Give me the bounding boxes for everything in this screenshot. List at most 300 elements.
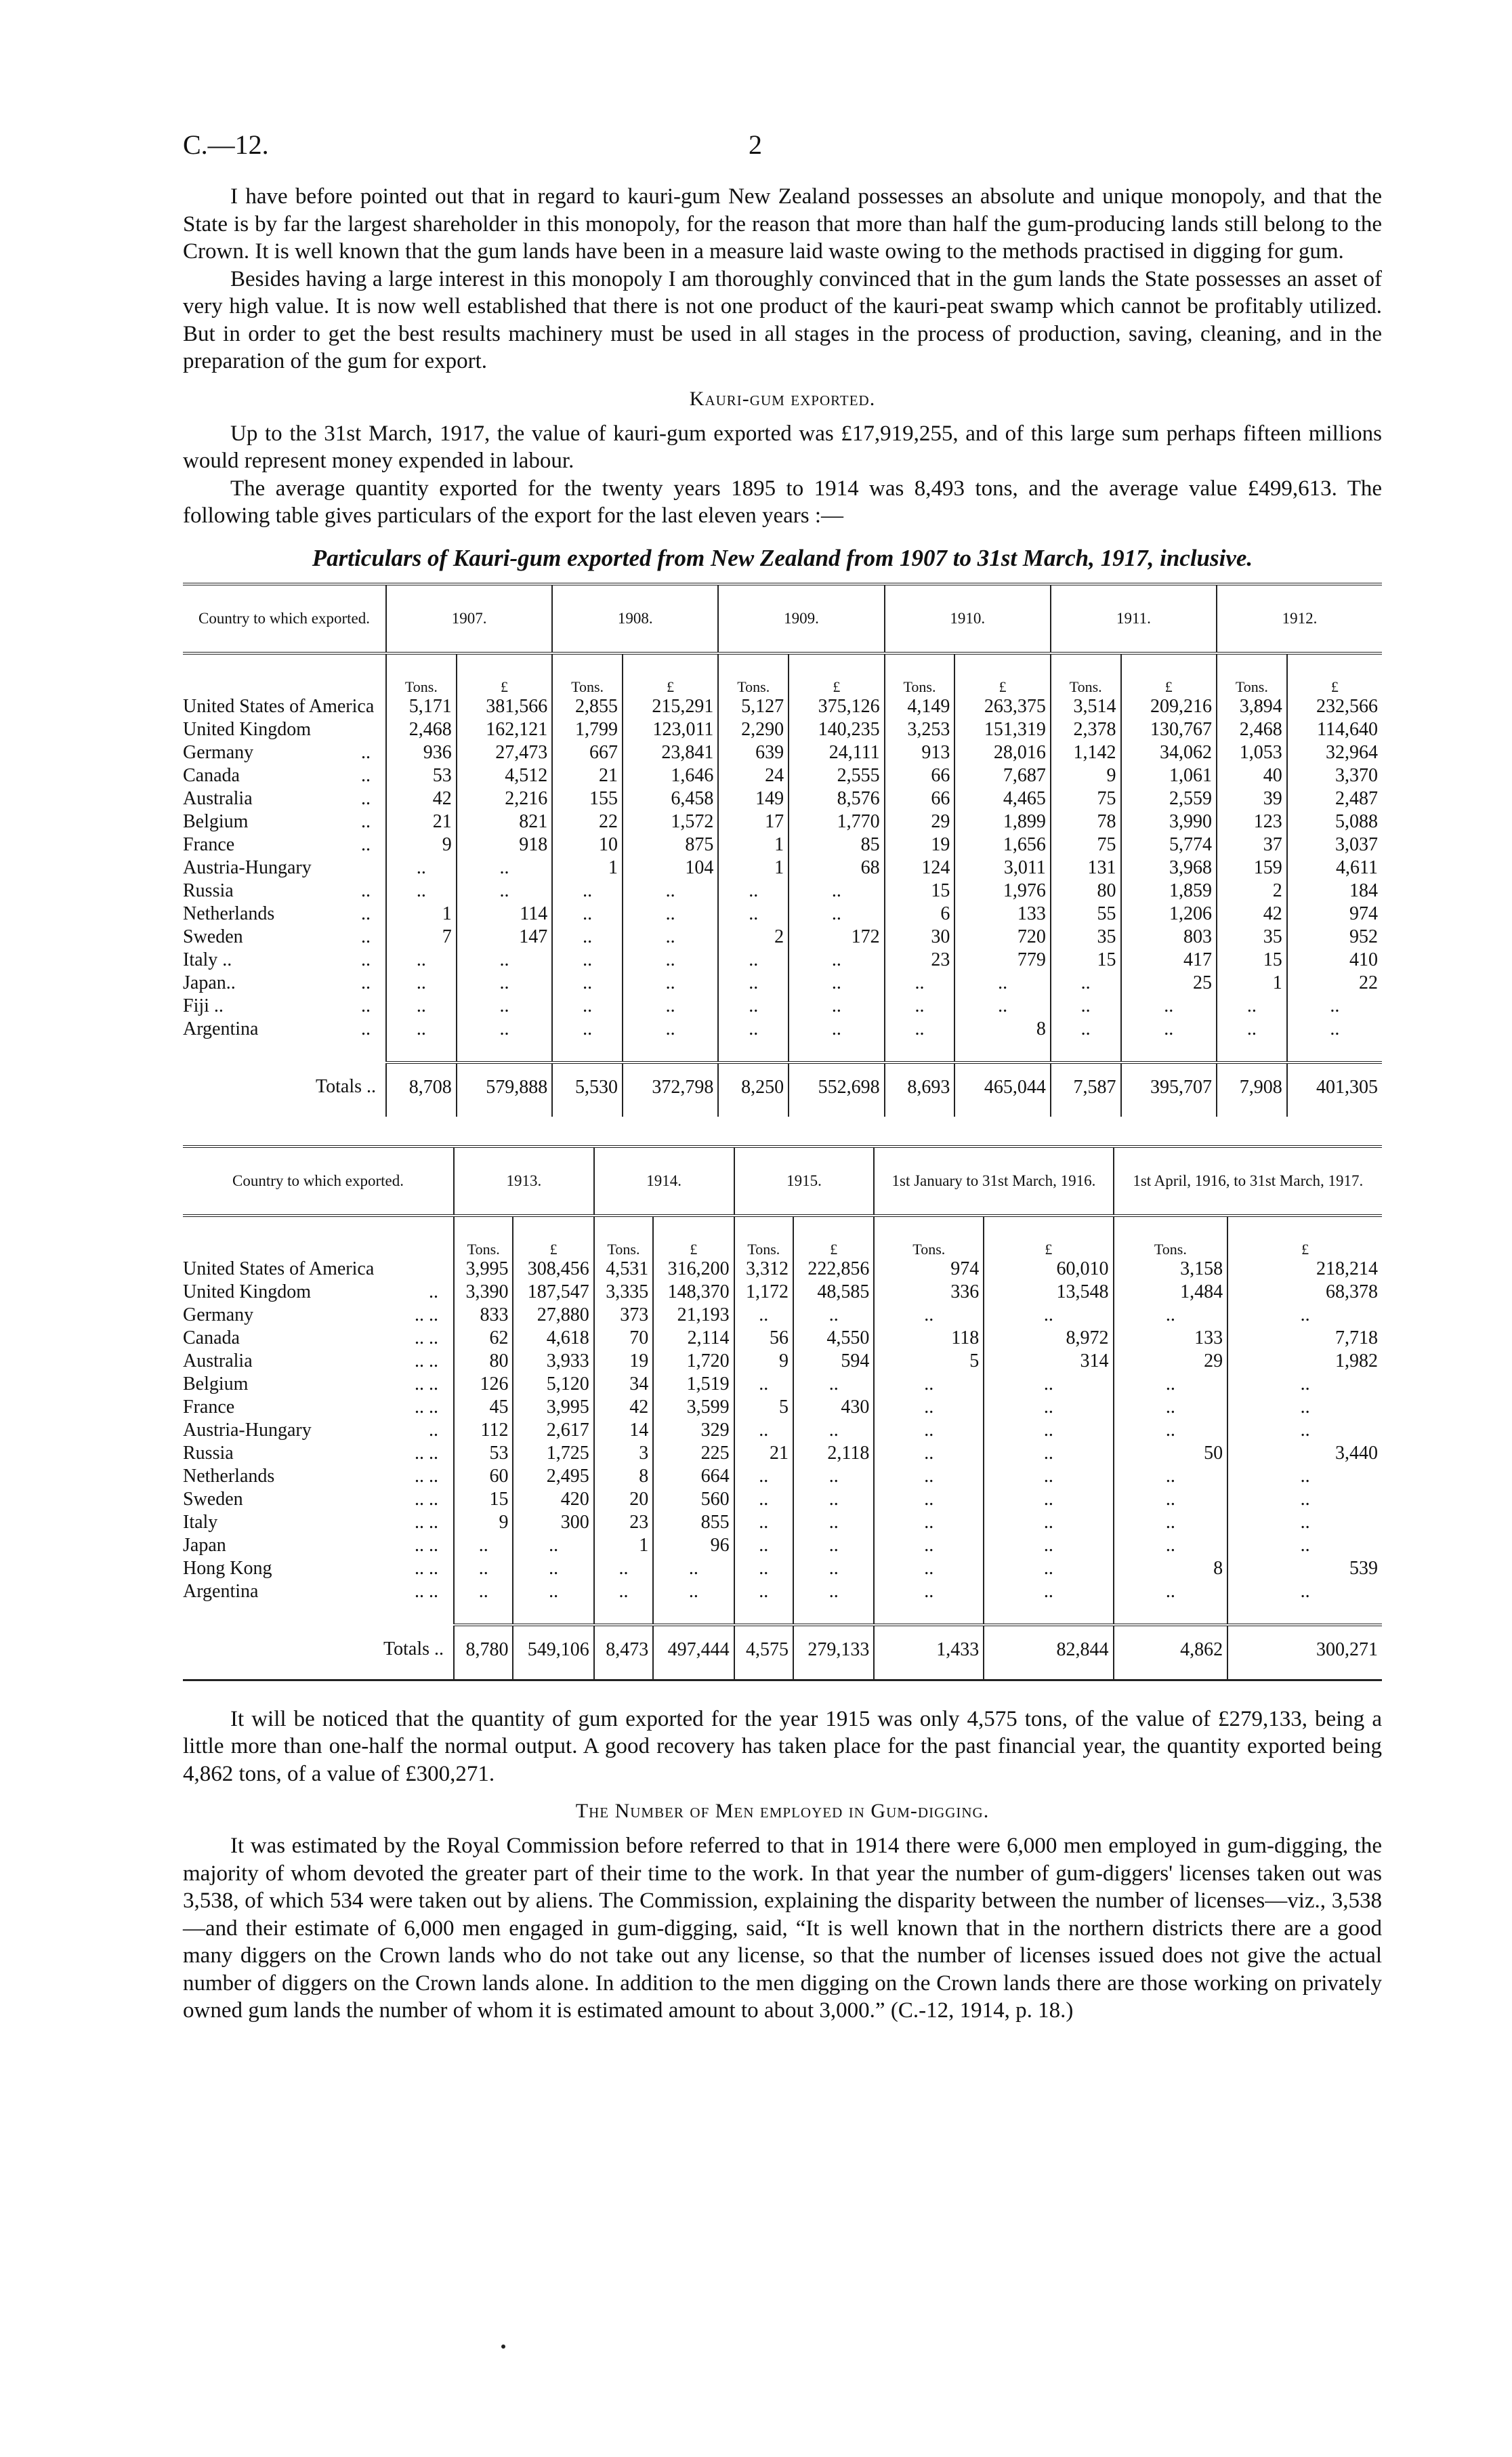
section-heading-men-employed: The Number of Men employed in Gum-digging. [575,1800,990,1822]
table-row [183,695,1382,718]
tons-cell: 4,149 [885,695,955,718]
tons-cell: .. [1114,1396,1228,1419]
table-row [183,856,1382,880]
tons-cell: 936 [386,741,457,764]
country-name: Sweden [183,926,243,947]
tons-cell: 124 [885,856,955,880]
tons-cell: .. [885,995,955,1018]
value-cell: 27,473 [457,741,552,764]
value-cell: .. [653,1557,734,1580]
blank-cell [386,1041,457,1062]
value-cell: 3,990 [1121,810,1217,833]
value-cell: .. [457,972,552,995]
tons-cell: .. [734,1534,793,1557]
blank-cell [734,1603,793,1625]
tons-cell: 62 [454,1327,513,1350]
tons-cell: 56 [734,1327,793,1350]
leader-dots: .. [361,880,371,901]
tons-cell: .. [1051,972,1121,995]
tons-unit-label: Tons. [386,653,457,695]
tons-cell: .. [552,903,623,926]
value-cell: 22 [1287,972,1382,995]
table-row [183,1419,1382,1442]
tons-cell: 60 [454,1465,513,1488]
tons-cell: 55 [1051,903,1121,926]
value-cell: 3,037 [1287,833,1382,856]
tons-cell: 3,390 [454,1281,513,1304]
tons-cell: 8 [1114,1557,1228,1580]
country-cell [183,856,386,880]
value-cell: .. [1287,1018,1382,1041]
value-cell: 123,011 [623,718,718,741]
leader-dots: .. .. [415,1534,438,1556]
tons-cell: .. [718,995,789,1018]
tons-cell: .. [734,1580,793,1603]
table-row [183,1580,1382,1603]
leader-dots: .. [361,764,371,786]
document-page [183,129,1382,2025]
table-caption: Particulars of Kauri-gum exported from New Zealand from 1907 to 31st March, 1917, inclusive. [312,544,1253,571]
tons-cell: .. [874,1580,984,1603]
total-tons-cell: 8,473 [594,1625,653,1680]
blank-cell [623,1041,718,1062]
tons-cell: 913 [885,741,955,764]
value-cell: .. [1227,1488,1382,1511]
country-cell [183,1488,454,1511]
tons-cell: .. [1114,1465,1228,1488]
tons-cell: .. [386,1018,457,1041]
units-row [183,1216,1382,1258]
value-cell: 410 [1287,949,1382,972]
value-cell: .. [623,1018,718,1041]
country-name: Canada [183,764,240,786]
tons-cell: 833 [454,1304,513,1327]
pounds-unit-label: £ [1121,653,1217,695]
tons-cell: 10 [552,833,623,856]
blank-cell [1051,1041,1121,1062]
tons-cell: .. [874,1557,984,1580]
leader-dots: .. .. [415,1580,438,1602]
value-cell: .. [1227,1304,1382,1327]
tons-cell: .. [386,995,457,1018]
value-cell: .. [793,1580,874,1603]
value-cell: .. [793,1419,874,1442]
tons-cell: .. [718,949,789,972]
tons-cell: 133 [1114,1327,1228,1350]
country-cell [183,880,386,903]
tons-unit-label: Tons. [1114,1216,1228,1258]
blank-cell [653,1603,734,1625]
tons-cell: .. [874,1511,984,1534]
value-cell: .. [623,926,718,949]
leader-dots: .. [361,903,371,924]
tons-cell: 336 [874,1281,984,1304]
value-cell: .. [457,856,552,880]
leader-dots: .. .. [415,1373,438,1395]
country-cell [183,1396,454,1419]
value-cell: 68 [789,856,884,880]
tons-cell: 4,531 [594,1258,653,1281]
tons-cell: 40 [1217,764,1287,787]
value-cell: 23,841 [623,741,718,764]
value-cell: 918 [457,833,552,856]
country-cell [183,741,386,764]
value-cell: 381,566 [457,695,552,718]
country-name: France [183,833,235,855]
tons-cell: .. [734,1465,793,1488]
total-tons-cell: 7,587 [1051,1062,1121,1117]
value-cell: 232,566 [1287,695,1382,718]
value-cell: 1,572 [623,810,718,833]
tons-cell: .. [874,1419,984,1442]
tons-cell: 70 [594,1327,653,1350]
blank-cell [513,1603,593,1625]
country-cell [183,1419,454,1442]
value-cell: .. [513,1580,593,1603]
value-cell: 25 [1121,972,1217,995]
tons-cell: 45 [454,1396,513,1419]
value-cell: 8,576 [789,787,884,810]
country-name: Russia [183,880,234,901]
value-cell: .. [1287,995,1382,1018]
value-cell: 222,856 [793,1258,874,1281]
leader-dots: .. [361,926,371,947]
tons-cell: 3,158 [1114,1258,1228,1281]
tons-cell: 1 [552,856,623,880]
blank-cell [1217,1041,1287,1062]
leader-dots: .. [361,787,371,809]
pounds-unit-label: £ [954,653,1050,695]
tons-cell: 29 [1114,1350,1228,1373]
leader-dots: .. [361,833,371,855]
tons-cell: .. [454,1557,513,1580]
country-name: United States of America [183,1258,375,1279]
tons-cell: .. [718,1018,789,1041]
total-value-cell: 82,844 [984,1625,1113,1680]
tons-cell: .. [874,1396,984,1419]
tons-cell: 8 [594,1465,653,1488]
value-cell: .. [793,1511,874,1534]
value-cell: .. [1121,1018,1217,1041]
value-cell: 85 [789,833,884,856]
value-cell: 2,555 [789,764,884,787]
tons-cell: 373 [594,1304,653,1327]
tons-cell: 17 [718,810,789,833]
page-header [183,129,1382,183]
tons-unit-label: Tons. [594,1216,653,1258]
tons-cell: 3 [594,1442,653,1465]
country-name: France [183,1396,235,1418]
tons-cell: .. [386,949,457,972]
tons-cell: 15 [885,880,955,903]
value-cell: 140,235 [789,718,884,741]
blank-cell [552,1041,623,1062]
value-cell: 3,011 [954,856,1050,880]
tons-cell: 149 [718,787,789,810]
tons-cell: 24 [718,764,789,787]
blank-cell [183,1603,454,1625]
value-cell: .. [457,1018,552,1041]
value-cell: .. [457,995,552,1018]
tons-cell: .. [734,1557,793,1580]
tons-cell: 35 [1217,926,1287,949]
value-cell: .. [984,1419,1113,1442]
value-cell: 225 [653,1442,734,1465]
tons-cell: 20 [594,1488,653,1511]
tons-cell: 2,290 [718,718,789,741]
tons-cell: .. [1114,1534,1228,1557]
table-row [183,787,1382,810]
pounds-unit-label: £ [1227,1216,1382,1258]
value-cell: 308,456 [513,1258,593,1281]
value-cell: .. [623,972,718,995]
tons-cell: .. [454,1534,513,1557]
value-cell: 114 [457,903,552,926]
table-row [183,1442,1382,1465]
tons-cell: .. [552,949,623,972]
table-row [183,764,1382,787]
value-cell: .. [1227,1511,1382,1534]
value-cell: 1,646 [623,764,718,787]
blank-cell [457,1041,552,1062]
total-tons-cell: 8,693 [885,1062,955,1117]
total-tons-cell: 1,433 [874,1625,984,1680]
value-cell: 417 [1121,949,1217,972]
period-header: 1914. [594,1147,734,1216]
tons-cell: 126 [454,1373,513,1396]
blank-cell [1114,1603,1228,1625]
value-cell: 420 [513,1488,593,1511]
leader-dots: .. .. [415,1304,438,1325]
value-cell: 300 [513,1511,593,1534]
tons-cell: 53 [386,764,457,787]
tons-cell: 112 [454,1419,513,1442]
total-tons-cell: 8,708 [386,1062,457,1117]
country-name: Germany [183,1304,254,1325]
leader-dots: .. .. [415,1442,438,1464]
tons-cell: 5 [734,1396,793,1419]
tons-cell: 131 [1051,856,1121,880]
value-cell: 539 [1227,1557,1382,1580]
value-cell: .. [793,1534,874,1557]
total-value-cell: 300,271 [1227,1625,1382,1680]
country-name: Argentina [183,1018,259,1039]
country-cell [183,764,386,787]
table-row [183,1511,1382,1534]
tons-cell: .. [1114,1580,1228,1603]
country-cell [183,1281,454,1304]
leader-dots: .. .. [415,1396,438,1418]
tons-cell: .. [386,972,457,995]
tons-cell: .. [734,1419,793,1442]
value-cell: .. [793,1304,874,1327]
tons-cell: 2 [718,926,789,949]
country-cell [183,949,386,972]
export-paragraph-2: The average quantity exported for the twenty years 1895 to 1914 was 8,493 tons, and the average value £499,613. The following table gives particulars of the export for the last eleven years :— [183,476,1382,528]
tons-cell: 2,378 [1051,718,1121,741]
tons-cell: 78 [1051,810,1121,833]
value-cell: 114,640 [1287,718,1382,741]
tons-cell: .. [874,1442,984,1465]
leader-dots: .. [361,1018,371,1039]
value-cell: 974 [1287,903,1382,926]
table-row [183,1396,1382,1419]
value-cell: .. [984,1396,1113,1419]
country-name: Canada [183,1327,240,1348]
value-cell: 875 [623,833,718,856]
tons-unit-label: Tons. [734,1216,793,1258]
units-row [183,653,1382,695]
value-cell: 952 [1287,926,1382,949]
tons-cell: .. [1114,1488,1228,1511]
country-cell [183,1557,454,1580]
tons-cell: 1,053 [1217,741,1287,764]
tons-cell: 1 [718,856,789,880]
value-cell: 855 [653,1511,734,1534]
total-tons-cell: 4,862 [1114,1625,1228,1680]
country-name: Sweden [183,1488,243,1510]
value-cell: .. [793,1373,874,1396]
leader-dots: .. [361,949,371,970]
spacer-row [183,1041,1382,1062]
tons-cell: .. [734,1488,793,1511]
leader-dots: .. [361,972,371,993]
spacer-row [183,1603,1382,1625]
country-name: Italy .. [183,949,232,970]
tons-cell: 1,142 [1051,741,1121,764]
country-name: United Kingdom [183,1281,311,1302]
tons-cell: .. [552,1018,623,1041]
value-cell: .. [1227,1465,1382,1488]
tons-cell: .. [874,1488,984,1511]
country-name: Hong Kong [183,1557,272,1579]
value-cell: 2,559 [1121,787,1217,810]
pounds-unit-label: £ [793,1216,874,1258]
value-cell: 32,964 [1287,741,1382,764]
tons-cell: 155 [552,787,623,810]
tons-cell: .. [454,1580,513,1603]
table-row [183,1350,1382,1373]
value-cell: 720 [954,926,1050,949]
value-cell: 821 [457,810,552,833]
leader-dots: .. .. [415,1511,438,1533]
table-row [183,833,1382,856]
table-row [183,903,1382,926]
value-cell: .. [984,1442,1113,1465]
value-cell: 5,120 [513,1373,593,1396]
value-cell: 24,111 [789,741,884,764]
table-row [183,1465,1382,1488]
tons-cell: 42 [1217,903,1287,926]
value-cell: .. [793,1488,874,1511]
country-name: Austria-Hungary [183,1419,312,1441]
tons-cell: 118 [874,1327,984,1350]
country-name: United Kingdom [183,718,311,740]
tons-cell: 1 [718,833,789,856]
value-cell: 4,550 [793,1327,874,1350]
tons-cell: .. [718,972,789,995]
value-cell: 209,216 [1121,695,1217,718]
tons-cell: 66 [885,764,955,787]
tons-cell: 5 [874,1350,984,1373]
year-header: 1911. [1051,584,1217,653]
tons-cell: 30 [885,926,955,949]
blank-cell [954,1041,1050,1062]
tons-cell: .. [874,1304,984,1327]
country-cell [183,995,386,1018]
value-cell: 2,216 [457,787,552,810]
tons-cell: 53 [454,1442,513,1465]
value-cell: .. [623,903,718,926]
blank-cell [874,1603,984,1625]
tons-cell: 75 [1051,833,1121,856]
total-value-cell: 549,106 [513,1625,593,1680]
blank-cell [1287,1041,1382,1062]
value-cell: 13,548 [984,1281,1113,1304]
year-header: 1908. [552,584,718,653]
value-cell: .. [623,880,718,903]
tons-cell: .. [1114,1304,1228,1327]
tons-cell: 50 [1114,1442,1228,1465]
tons-cell: .. [552,972,623,995]
country-name: Belgium [183,1373,249,1395]
pounds-unit-label: £ [789,653,884,695]
pounds-unit-label: £ [623,653,718,695]
period-header: 1st January to 31st March, 1916. [874,1147,1113,1216]
tons-unit-label: Tons. [1217,653,1287,695]
blank-cell [183,1216,454,1258]
value-cell: .. [984,1488,1113,1511]
country-name: Netherlands [183,1465,275,1487]
country-column-header: Country to which exported. [198,610,370,627]
period-header: 1st April, 1916, to 31st March, 1917. [1114,1147,1382,1216]
tons-cell: 1,172 [734,1281,793,1304]
tons-cell: 9 [734,1350,793,1373]
blank-cell [183,653,386,695]
country-cell [183,695,386,718]
country-cell [183,833,386,856]
tons-cell: .. [874,1534,984,1557]
value-cell: 184 [1287,880,1382,903]
table-row [183,880,1382,903]
total-value-cell: 465,044 [954,1062,1050,1117]
pounds-unit-label: £ [1287,653,1382,695]
value-cell: 430 [793,1396,874,1419]
export-table-1907-1912 [183,583,1382,1117]
value-cell: 96 [653,1534,734,1557]
totals-label: Totals [383,1638,429,1659]
blank-cell [885,1041,955,1062]
value-cell: .. [984,1511,1113,1534]
leader-dots: .. [361,995,371,1016]
value-cell: 5,774 [1121,833,1217,856]
total-tons-cell: 5,530 [552,1062,623,1117]
tons-cell: 21 [734,1442,793,1465]
tons-cell: 123 [1217,810,1287,833]
tons-cell: 9 [386,833,457,856]
tons-cell: 29 [885,810,955,833]
tons-cell: .. [386,880,457,903]
country-column-header: Country to which exported. [232,1172,404,1189]
tons-cell: .. [1051,1018,1121,1041]
value-cell: .. [457,949,552,972]
tons-unit-label: Tons. [1051,653,1121,695]
country-cell [183,1327,454,1350]
value-cell: 3,440 [1227,1442,1382,1465]
blank-cell [984,1603,1113,1625]
blank-cell [594,1603,653,1625]
pounds-unit-label: £ [653,1216,734,1258]
